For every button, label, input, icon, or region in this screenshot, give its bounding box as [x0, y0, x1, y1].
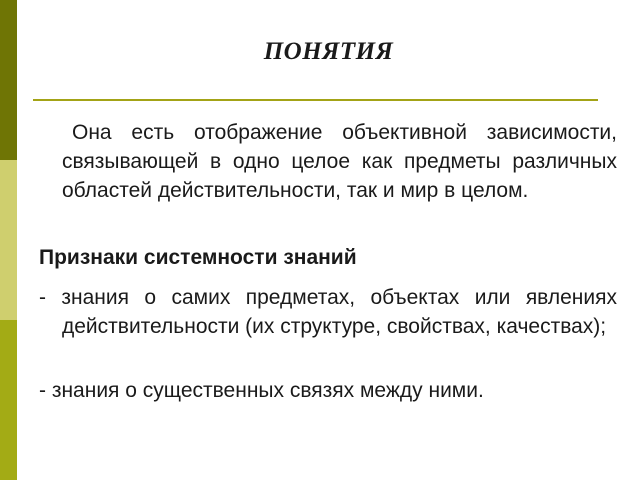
slide-title: ПОНЯТИЯ [263, 38, 394, 65]
sidebar-stripe-middle [0, 160, 17, 320]
section-heading: Признаки системности знаний [39, 246, 357, 269]
list-item: - знания о самих предметах, объектах или явлениях действительности (их структуре, свойствах, качествах); [39, 286, 617, 338]
definition-paragraph: Она есть отображение объективной зависимости, связывающей в одно целое как предметы различных областей действительности, так и мир в целом. [62, 121, 617, 202]
sidebar-stripe-bottom [0, 320, 17, 480]
sidebar-stripe-top [0, 0, 17, 160]
title-divider [33, 99, 598, 101]
list-item: - знания о существенных связях между ними. [39, 379, 484, 402]
